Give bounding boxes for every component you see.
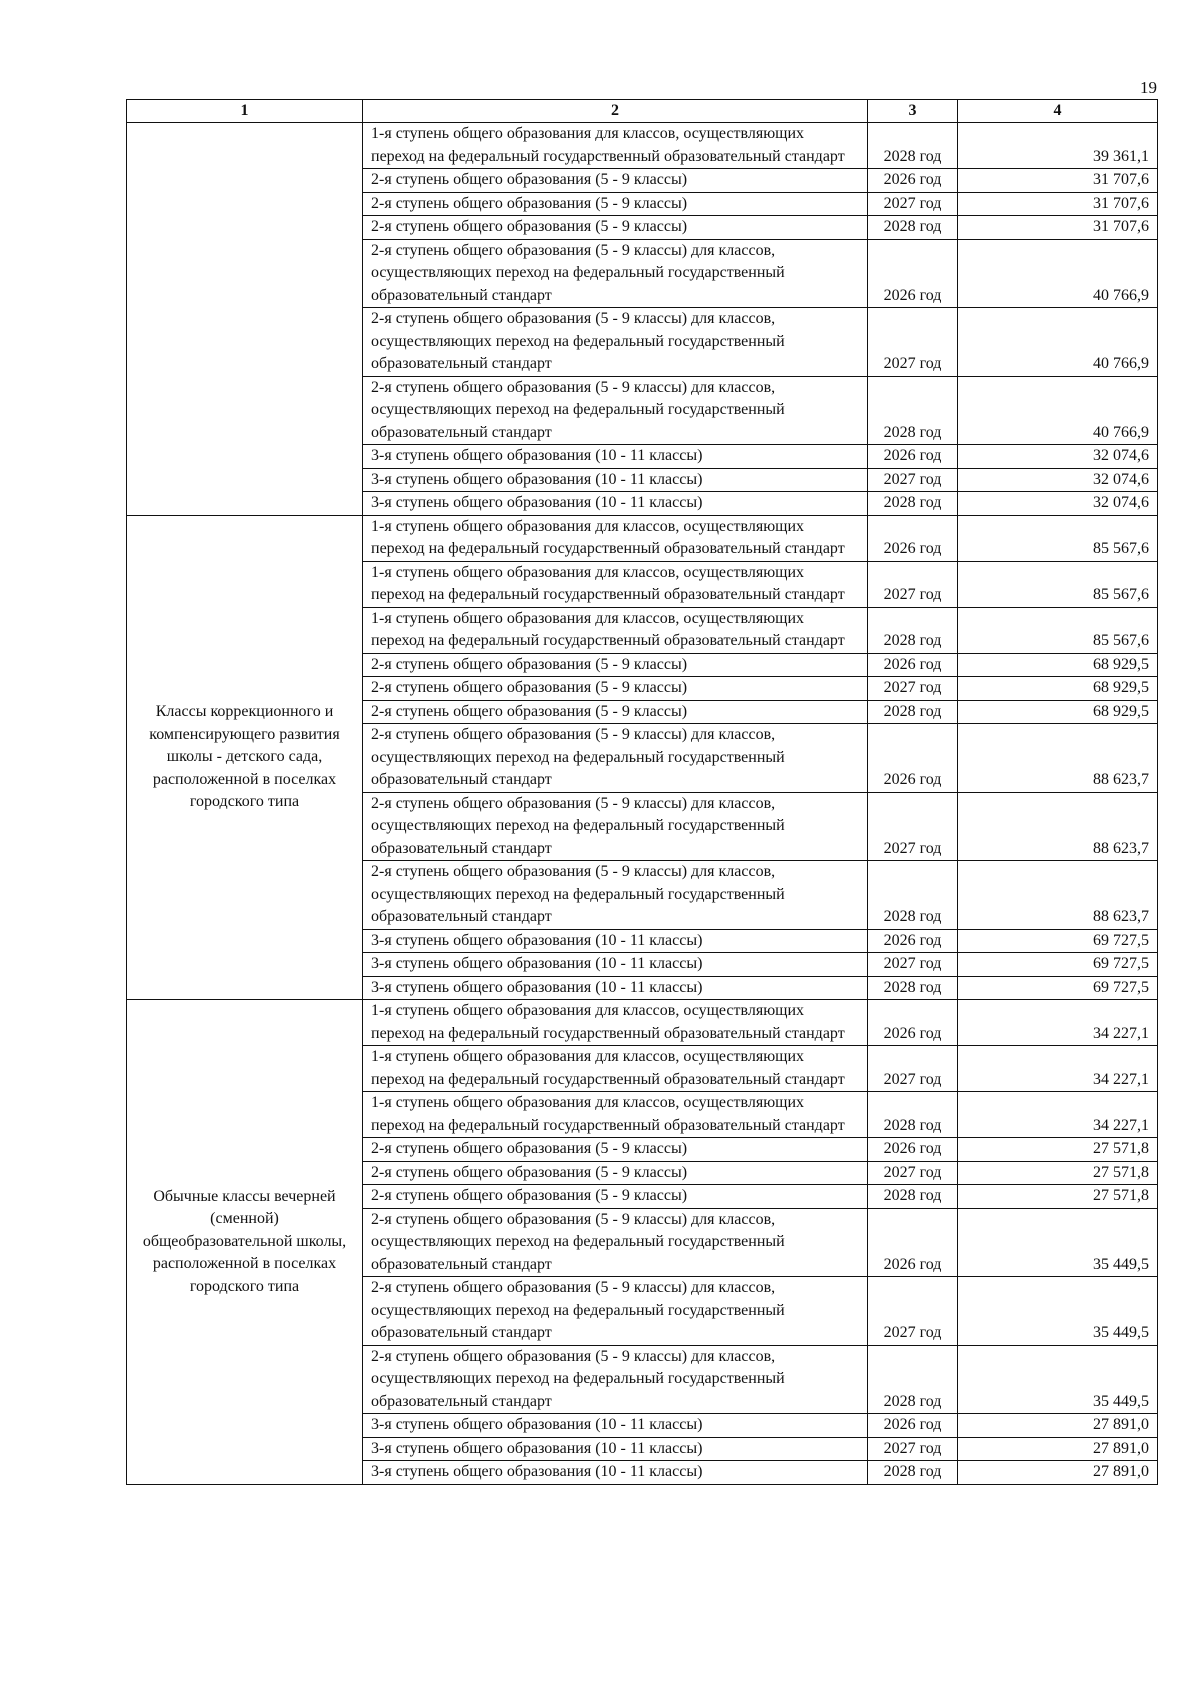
- year-cell: 2026 год: [868, 169, 958, 193]
- education-level-cell: 3-я ступень общего образования (10 - 11 классы): [363, 1437, 868, 1461]
- amount-cell: 40 766,9: [958, 376, 1158, 445]
- year-cell: 2028 год: [868, 216, 958, 240]
- education-level-cell: 2-я ступень общего образования (5 - 9 классы): [363, 1161, 868, 1185]
- amount-cell: 34 227,1: [958, 1092, 1158, 1138]
- amount-cell: 85 567,6: [958, 515, 1158, 561]
- table-body: [127, 123, 1158, 1485]
- year-cell: 2028 год: [868, 700, 958, 724]
- education-level-cell: 3-я ступень общего образования (10 - 11 классы): [363, 976, 868, 1000]
- education-level-cell: 1-я ступень общего образования для классов, осуществляющих переход на федеральный государственный образовательный стандарт: [363, 607, 868, 653]
- education-level-cell: 3-я ступень общего образования (10 - 11 классы): [363, 929, 868, 953]
- amount-cell: 32 074,6: [958, 445, 1158, 469]
- education-level-cell: 2-я ступень общего образования (5 - 9 классы) для классов, осуществляющих переход на федеральный государственный образовательный стандарт: [363, 792, 868, 861]
- table-row: [127, 123, 1158, 169]
- year-cell: 2026 год: [868, 1414, 958, 1438]
- education-level-cell: 2-я ступень общего образования (5 - 9 классы): [363, 169, 868, 193]
- amount-cell: 27 891,0: [958, 1437, 1158, 1461]
- amount-cell: 69 727,5: [958, 976, 1158, 1000]
- education-level-cell: 3-я ступень общего образования (10 - 11 классы): [363, 445, 868, 469]
- amount-cell: 31 707,6: [958, 169, 1158, 193]
- amount-cell: 68 929,5: [958, 677, 1158, 701]
- education-level-cell: 2-я ступень общего образования (5 - 9 классы): [363, 1185, 868, 1209]
- year-cell: 2026 год: [868, 445, 958, 469]
- amount-cell: 85 567,6: [958, 607, 1158, 653]
- page-number: 19: [1140, 78, 1157, 97]
- education-level-cell: 2-я ступень общего образования (5 - 9 классы) для классов, осуществляющих переход на федеральный государственный образовательный стандарт: [363, 376, 868, 445]
- amount-cell: 35 449,5: [958, 1277, 1158, 1346]
- amount-cell: 35 449,5: [958, 1345, 1158, 1414]
- education-level-cell: 3-я ступень общего образования (10 - 11 классы): [363, 1461, 868, 1485]
- header-col-1: 1: [127, 100, 363, 123]
- education-level-cell: 2-я ступень общего образования (5 - 9 классы) для классов, осуществляющих переход на федеральный государственный образовательный стандарт: [363, 1277, 868, 1346]
- year-cell: 2027 год: [868, 308, 958, 377]
- year-cell: 2027 год: [868, 192, 958, 216]
- header-col-2: 2: [363, 100, 868, 123]
- amount-cell: 27 891,0: [958, 1461, 1158, 1485]
- year-cell: 2026 год: [868, 1138, 958, 1162]
- amount-cell: 27 571,8: [958, 1138, 1158, 1162]
- year-cell: 2027 год: [868, 953, 958, 977]
- amount-cell: 34 227,1: [958, 1000, 1158, 1046]
- amount-cell: 27 891,0: [958, 1414, 1158, 1438]
- year-cell: 2027 год: [868, 792, 958, 861]
- education-level-cell: 1-я ступень общего образования для классов, осуществляющих переход на федеральный государственный образовательный стандарт: [363, 123, 868, 169]
- table-row: [127, 515, 1158, 561]
- amount-cell: 40 766,9: [958, 308, 1158, 377]
- education-level-cell: 1-я ступень общего образования для классов, осуществляющих переход на федеральный государственный образовательный стандарт: [363, 1092, 868, 1138]
- amount-cell: 85 567,6: [958, 561, 1158, 607]
- year-cell: 2028 год: [868, 1092, 958, 1138]
- education-level-cell: 2-я ступень общего образования (5 - 9 классы): [363, 216, 868, 240]
- year-cell: 2026 год: [868, 1208, 958, 1277]
- year-cell: 2028 год: [868, 861, 958, 930]
- education-level-cell: 2-я ступень общего образования (5 - 9 классы) для классов, осуществляющих переход на федеральный государственный образовательный стандарт: [363, 724, 868, 793]
- amount-cell: 68 929,5: [958, 700, 1158, 724]
- year-cell: 2026 год: [868, 515, 958, 561]
- amount-cell: 35 449,5: [958, 1208, 1158, 1277]
- amount-cell: 69 727,5: [958, 929, 1158, 953]
- year-cell: 2027 год: [868, 1046, 958, 1092]
- education-level-cell: 1-я ступень общего образования для классов, осуществляющих переход на федеральный государственный образовательный стандарт: [363, 515, 868, 561]
- year-cell: 2028 год: [868, 607, 958, 653]
- year-cell: 2027 год: [868, 1161, 958, 1185]
- education-level-cell: 2-я ступень общего образования (5 - 9 классы): [363, 1138, 868, 1162]
- education-level-cell: 1-я ступень общего образования для классов, осуществляющих переход на федеральный государственный образовательный стандарт: [363, 1046, 868, 1092]
- year-cell: 2027 год: [868, 677, 958, 701]
- category-cell: Обычные классы вечерней (сменной) общеобразовательной школы, расположенной в поселках городского типа: [127, 1000, 363, 1485]
- education-level-cell: 2-я ступень общего образования (5 - 9 классы): [363, 700, 868, 724]
- education-level-cell: 3-я ступень общего образования (10 - 11 классы): [363, 468, 868, 492]
- table-row: [127, 1000, 1158, 1046]
- year-cell: 2028 год: [868, 376, 958, 445]
- year-cell: 2028 год: [868, 1461, 958, 1485]
- education-level-cell: 2-я ступень общего образования (5 - 9 классы): [363, 677, 868, 701]
- amount-cell: 69 727,5: [958, 953, 1158, 977]
- year-cell: 2028 год: [868, 1185, 958, 1209]
- year-cell: 2028 год: [868, 492, 958, 516]
- amount-cell: 31 707,6: [958, 192, 1158, 216]
- year-cell: 2027 год: [868, 1277, 958, 1346]
- header-col-4: 4: [958, 100, 1158, 123]
- amount-cell: 88 623,7: [958, 792, 1158, 861]
- category-cell: Классы коррекционного и компенсирующего развития школы - детского сада, расположенной в поселках городского типа: [127, 515, 363, 1000]
- year-cell: 2028 год: [868, 123, 958, 169]
- year-cell: 2027 год: [868, 561, 958, 607]
- amount-cell: 40 766,9: [958, 239, 1158, 308]
- amount-cell: 32 074,6: [958, 492, 1158, 516]
- education-level-cell: 2-я ступень общего образования (5 - 9 классы): [363, 653, 868, 677]
- amount-cell: 39 361,1: [958, 123, 1158, 169]
- category-cell: [127, 123, 363, 516]
- year-cell: 2026 год: [868, 653, 958, 677]
- education-level-cell: 3-я ступень общего образования (10 - 11 классы): [363, 953, 868, 977]
- year-cell: 2027 год: [868, 468, 958, 492]
- year-cell: 2026 год: [868, 724, 958, 793]
- year-cell: 2027 год: [868, 1437, 958, 1461]
- amount-cell: 34 227,1: [958, 1046, 1158, 1092]
- amount-cell: 88 623,7: [958, 724, 1158, 793]
- amount-cell: 32 074,6: [958, 468, 1158, 492]
- amount-cell: 31 707,6: [958, 216, 1158, 240]
- year-cell: 2026 год: [868, 1000, 958, 1046]
- year-cell: 2028 год: [868, 1345, 958, 1414]
- amount-cell: 27 571,8: [958, 1185, 1158, 1209]
- education-level-cell: 2-я ступень общего образования (5 - 9 классы) для классов, осуществляющих переход на федеральный государственный образовательный стандарт: [363, 861, 868, 930]
- education-level-cell: 3-я ступень общего образования (10 - 11 классы): [363, 1414, 868, 1438]
- tariff-table: [126, 99, 1158, 1485]
- education-level-cell: 1-я ступень общего образования для классов, осуществляющих переход на федеральный государственный образовательный стандарт: [363, 1000, 868, 1046]
- education-level-cell: 2-я ступень общего образования (5 - 9 классы) для классов, осуществляющих переход на федеральный государственный образовательный стандарт: [363, 308, 868, 377]
- amount-cell: 88 623,7: [958, 861, 1158, 930]
- education-level-cell: 3-я ступень общего образования (10 - 11 классы): [363, 492, 868, 516]
- education-level-cell: 2-я ступень общего образования (5 - 9 классы): [363, 192, 868, 216]
- year-cell: 2028 год: [868, 976, 958, 1000]
- header-col-3: 3: [868, 100, 958, 123]
- education-level-cell: 2-я ступень общего образования (5 - 9 классы) для классов, осуществляющих переход на федеральный государственный образовательный стандарт: [363, 1345, 868, 1414]
- year-cell: 2026 год: [868, 239, 958, 308]
- amount-cell: 68 929,5: [958, 653, 1158, 677]
- education-level-cell: 2-я ступень общего образования (5 - 9 классы) для классов, осуществляющих переход на федеральный государственный образовательный стандарт: [363, 239, 868, 308]
- year-cell: 2026 год: [868, 929, 958, 953]
- education-level-cell: 1-я ступень общего образования для классов, осуществляющих переход на федеральный государственный образовательный стандарт: [363, 561, 868, 607]
- education-level-cell: 2-я ступень общего образования (5 - 9 классы) для классов, осуществляющих переход на федеральный государственный образовательный стандарт: [363, 1208, 868, 1277]
- amount-cell: 27 571,8: [958, 1161, 1158, 1185]
- table-header-row: [127, 100, 1158, 123]
